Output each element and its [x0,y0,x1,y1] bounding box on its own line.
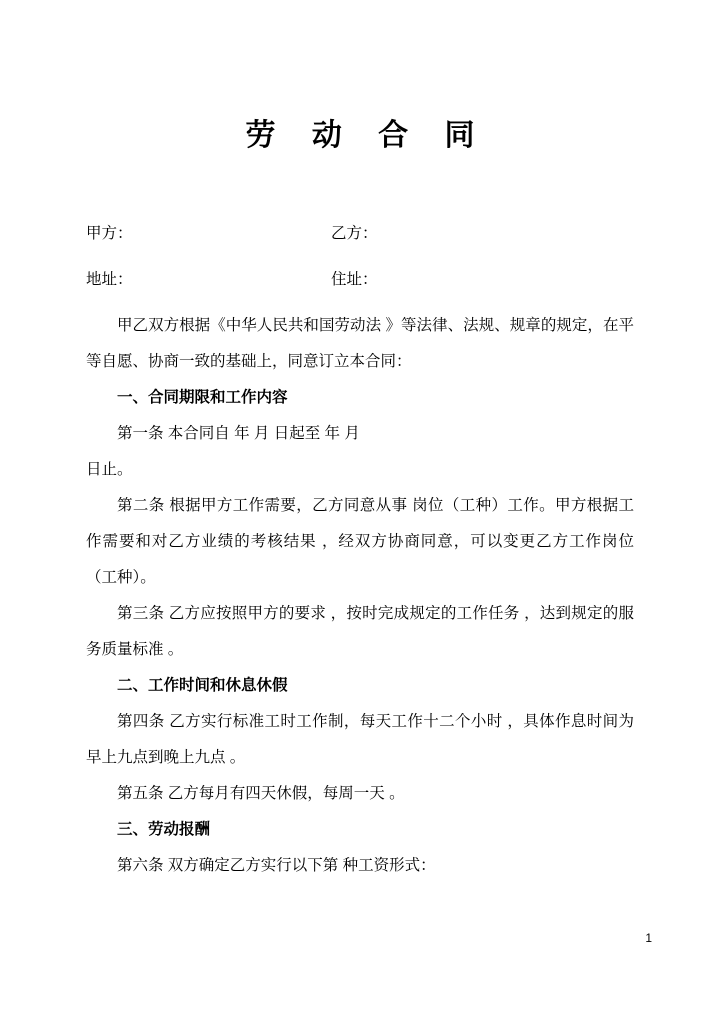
party-a-label: 甲方： [86,225,133,242]
document-body [86,154,634,884]
clause-6: 第六条 双方确定乙方实行以下第 种工资形式： [117,857,436,874]
paragraph-preamble: 甲乙双方根据《中华人民共和国劳动法 》等法律、法规、规章的规定，在平等自愿、协商一致的基础上，同意订立本合同： [86,317,634,370]
section-heading-1: 一、合同期限和工作内容 [117,389,288,406]
clause-1: 第一条 本合同自 年 月 日起至 年 月 [117,425,360,442]
party-b-address-label: 住址： [331,271,378,288]
clause-3: 第三条 乙方应按照甲方的要求 ，按时完成规定的工作任务 ，达到规定的服务质量标准 。 [86,605,634,658]
clause-4: 第四条 乙方实行标准工时工作制，每天工作十二个小时 ，具体作息时间为早上九点到晚上九点 。 [86,713,634,766]
party-a-address-label: 地址： [86,271,133,288]
clause-2: 第二条 根据甲方工作需要，乙方同意从事 岗位（工种）工作。甲方根据工作需要和对乙方业绩的考核结果 ，经双方协商同意，可以变更乙方工作岗位 （工种）。 [86,497,634,586]
section-heading-3: 三、劳动报酬 [117,821,211,838]
clause-1-continued: 日止。 [86,461,133,478]
party-row-1 [86,216,634,252]
section-heading-2: 二、工作时间和休息休假 [117,677,288,694]
party-row-2 [86,262,634,298]
page-number: 1 [645,931,652,945]
clause-5: 第五条 乙方每月有四天休假，每周一天 。 [117,785,405,802]
page-title: 劳 动 合 同 [245,119,489,152]
party-b-label: 乙方： [331,225,378,242]
